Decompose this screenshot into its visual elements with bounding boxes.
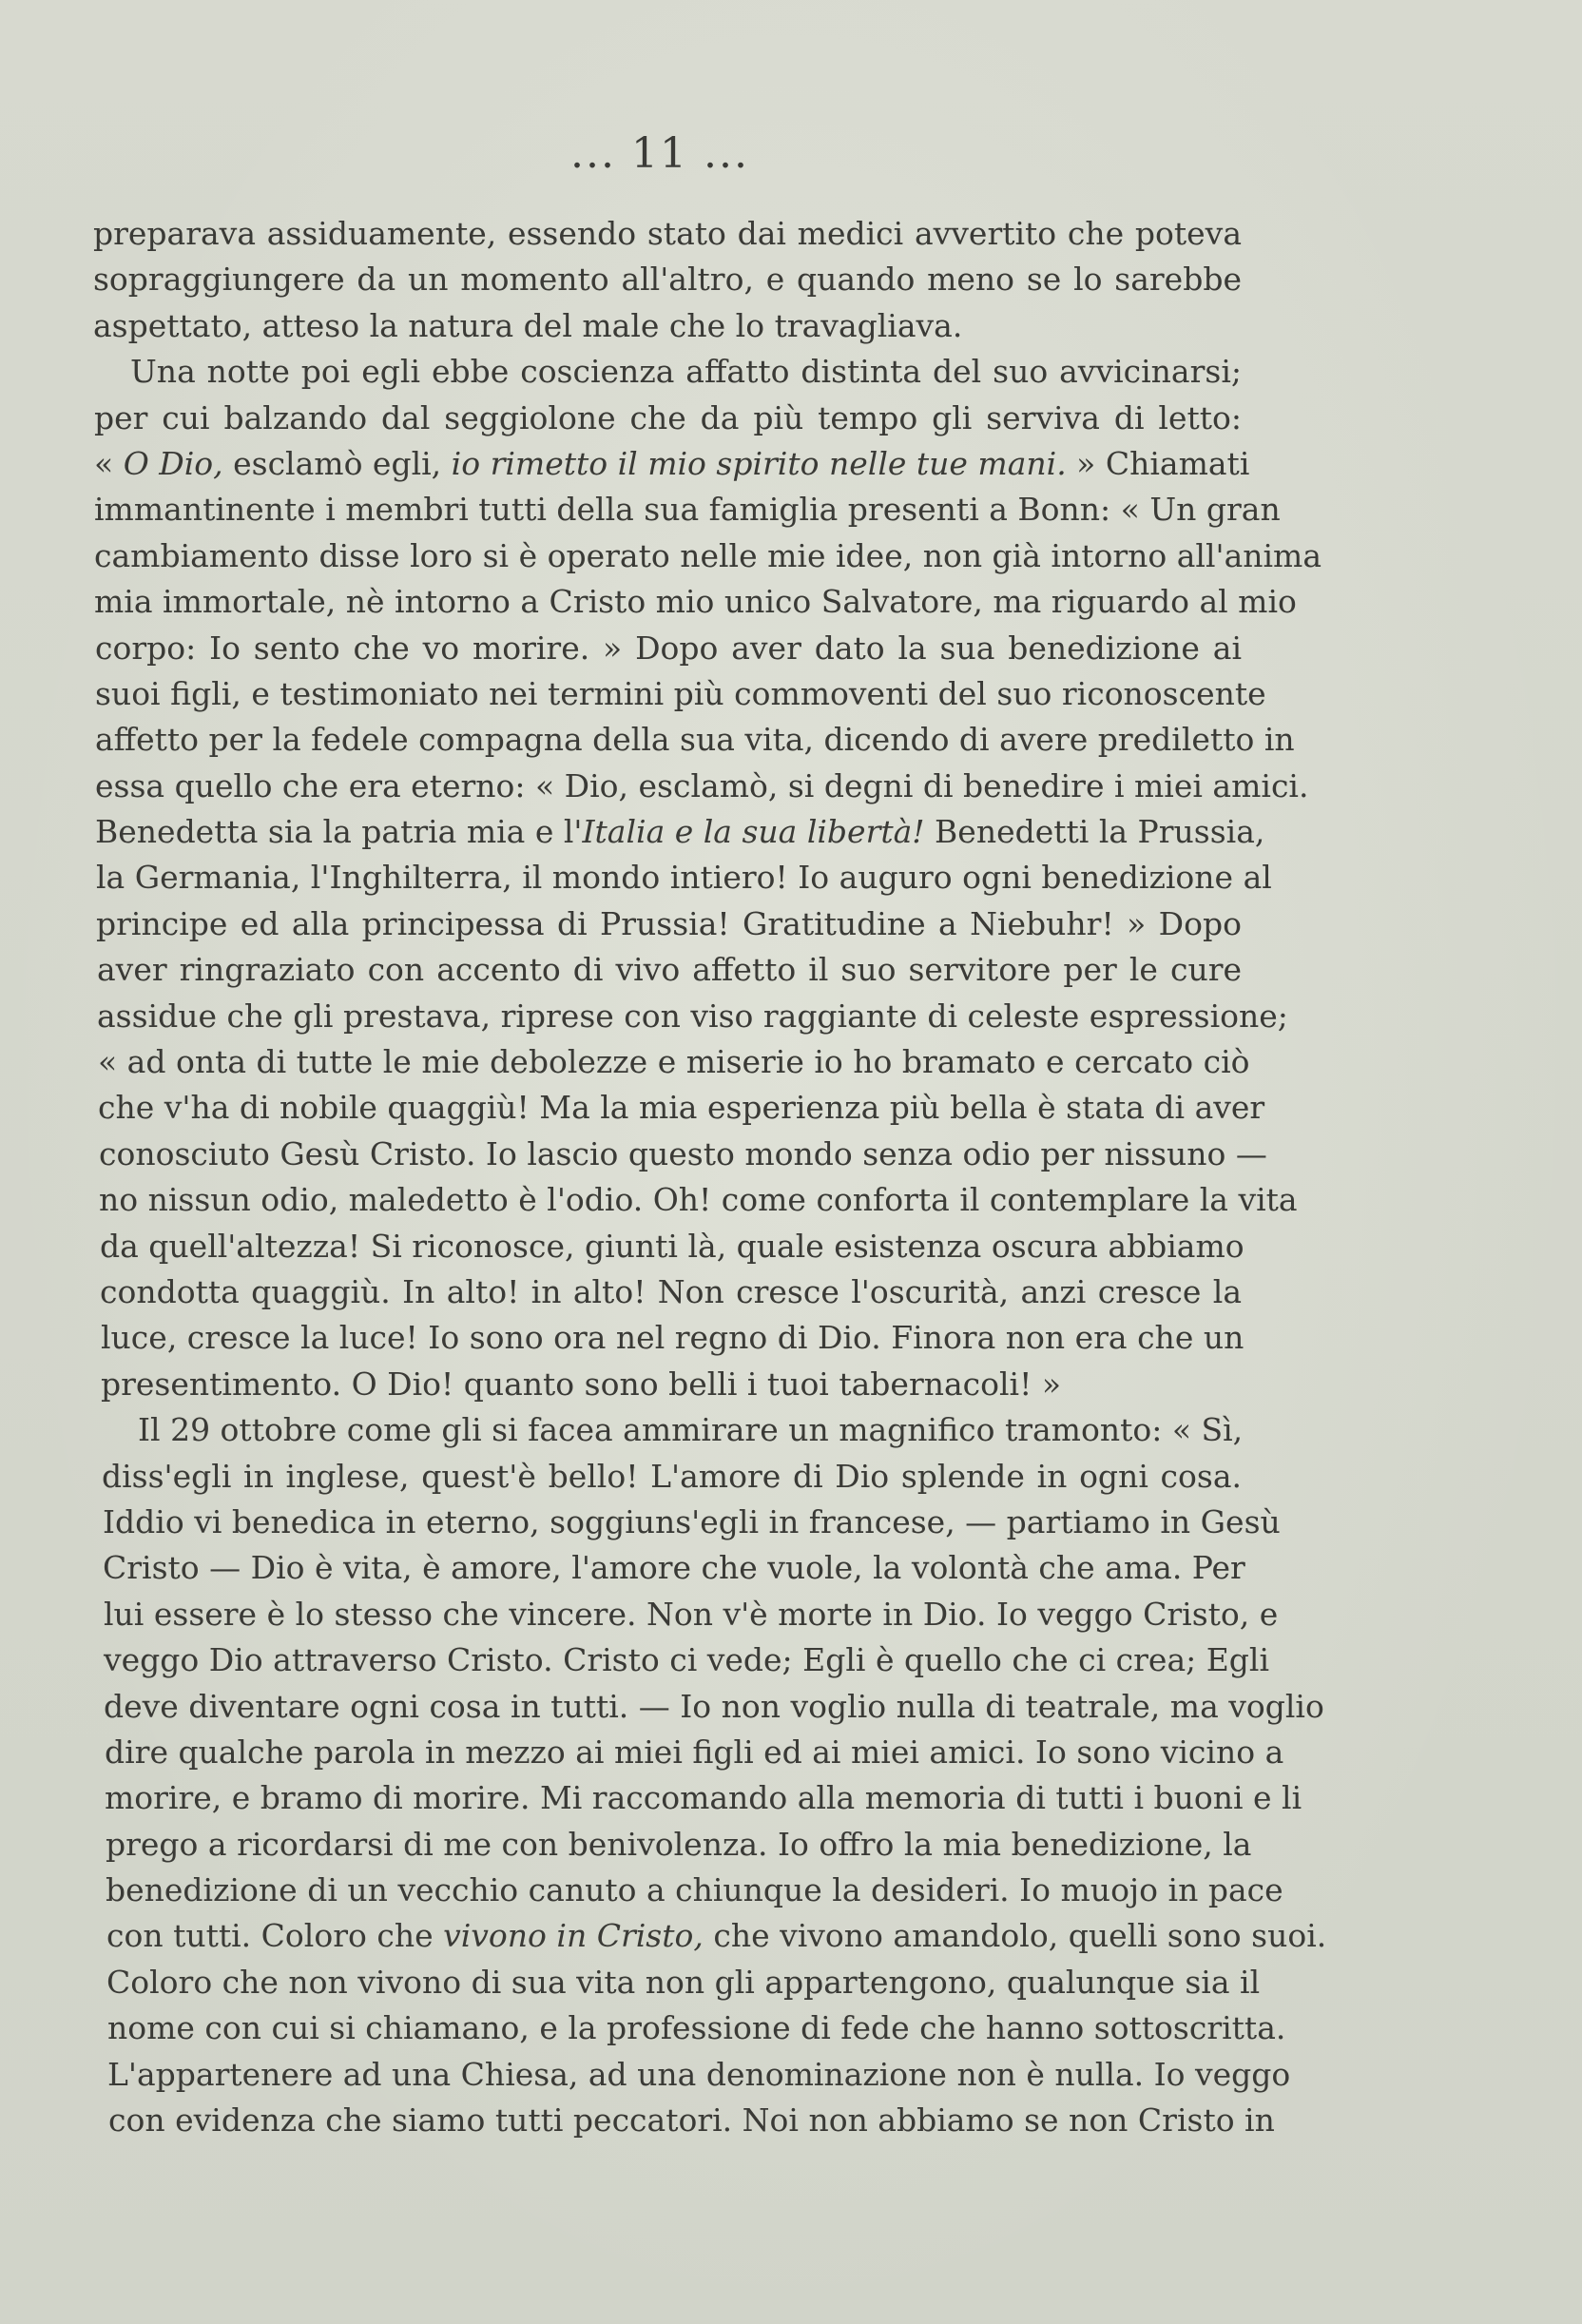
text-line: Il 29 ottobre come gli si facea ammirare un magnifico tramonto: « Sì, [138, 1411, 1244, 1449]
text-line: morire, e bramo di morire. Mi raccomando alla memoria di tutti i buoni e li [105, 1779, 1302, 1817]
text-line: mia immortale, nè intorno a Cristo mio unico Salvatore, ma riguardo al mio [94, 583, 1297, 621]
italic-segment: io rimetto il mio spirito nelle tue mani. [451, 444, 1067, 482]
text-line: Una notte poi egli ebbe coscienza affatto distinta del suo avvicinarsi; [130, 353, 1242, 391]
text-line: corpo: Io sento che vo morire. » Dopo aver dato la sua benedizione ai [95, 629, 1242, 667]
text-line [94, 441, 1250, 487]
text-line [95, 809, 1265, 855]
text-line: Coloro che non vivono di sua vita non gli appartengono, qualunque sia il [106, 1963, 1261, 2001]
text-line: Cristo — Dio è vita, è amore, l'amore che vuole, la volontà che ama. Per [103, 1549, 1245, 1587]
text-line: diss'egli in inglese, quest'è bello! L'amore di Dio splende in ogni cosa. [102, 1457, 1242, 1495]
text-segment: « [94, 444, 124, 482]
text-line: suoi figli, e testimoniato nei termini più commoventi del suo riconoscente [95, 674, 1266, 712]
text-line: dire qualche parola in mezzo ai miei figli ed ai miei amici. Io sono vicino a [105, 1733, 1284, 1771]
text-line: luce, cresce la luce! Io sono ora nel regno di Dio. Finora non era che un [101, 1319, 1244, 1357]
text-line: nome con cui si chiamano, e la professione di fede che hanno sottoscritta. [107, 2009, 1286, 2047]
text-line: no nissun odio, maledetto è l'odio. Oh! come conforta il contemplare la vita [99, 1181, 1298, 1219]
text-segment: che vivono amandolo, quelli sono suoi. [703, 1917, 1327, 1955]
text-segment: » Chiamati [1066, 444, 1250, 482]
page-number: ... 11 ... [570, 129, 749, 178]
text-line: prego a ricordarsi di me con benivolenza. Io offro la mia benedizione, la [106, 1825, 1252, 1863]
text-line: lui essere è lo stesso che vincere. Non v'è morte in Dio. Io veggo Cristo, e [104, 1595, 1279, 1633]
text-line: Iddio vi benedica in eterno, soggiuns'egli in francese, — partiamo in Gesù [103, 1502, 1281, 1540]
text-line: immantinente i membri tutti della sua famiglia presenti a Bonn: « Un gran [94, 491, 1281, 529]
text-line: affetto per la fedele compagna della sua vita, dicendo di avere prediletto in [95, 721, 1295, 759]
text-line: con evidenza che siamo tutti peccatori. Noi non abbiamo se non Cristo in [108, 2101, 1275, 2140]
text-line [106, 1913, 1327, 1959]
text-segment: esclamò egli, [222, 444, 452, 482]
text-line: la Germania, l'Inghilterra, il mondo intiero! Io auguro ogni benedizione al [96, 859, 1272, 897]
text-line: sopraggiungere da un momento all'altro, e quando meno se lo sarebbe [93, 261, 1242, 299]
text-line: assidue che gli prestava, riprese con viso raggiante di celeste espressione; [97, 997, 1288, 1035]
text-line: aspettato, atteso la natura del male che lo travagliava. [93, 306, 963, 344]
body-text [93, 211, 1327, 2143]
text-segment: Benedetti la Prussia, [924, 813, 1265, 851]
text-line: aver ringraziato con accento di vivo affetto il suo servitore per le cure [97, 951, 1242, 989]
text-line: cambiamento disse loro si è operato nelle mie idee, non già intorno all'anima [94, 536, 1322, 574]
text-line: deve diventare ogni cosa in tutti. — Io non voglio nulla di teatrale, ma voglio [104, 1687, 1324, 1725]
text-line: « ad onta di tutte le mie debolezze e miserie io ho bramato e cercato ciò [98, 1043, 1250, 1081]
text-line: benedizione di un vecchio canuto a chiunque la desideri. Io muojo in pace [106, 1871, 1283, 1909]
text-segment: con tutti. Coloro che [106, 1917, 444, 1955]
italic-segment: O Dio, [123, 444, 223, 482]
text-line: principe ed alla principessa di Prussia! Gratitudine a Niebuhr! » Dopo [96, 904, 1242, 942]
text-line: preparava assiduamente, essendo stato dai medici avvertito che poteva [93, 215, 1242, 252]
text-line: essa quello che era eterno: « Dio, esclamò, si degni di benedire i miei amici. [95, 766, 1309, 804]
italic-segment: vivono in Cristo, [443, 1917, 704, 1955]
text-segment: Benedetta sia la patria mia e l' [95, 813, 583, 851]
text-line: per cui balzando dal seggiolone che da più tempo gli serviva di letto: [94, 398, 1242, 436]
text-line: veggo Dio attraverso Cristo. Cristo ci vede; Egli è quello che ci crea; Egli [104, 1641, 1270, 1679]
text-line: che v'ha di nobile quaggiù! Ma la mia esperienza più bella è stata di aver [98, 1089, 1265, 1127]
text-line: conosciuto Gesù Cristo. Io lascio questo mondo senza odio per nissuno — [99, 1134, 1267, 1172]
text-line: L'appartenere ad una Chiesa, ad una denominazione non è nulla. Io veggo [107, 2055, 1291, 2093]
text-line: presentimento. O Dio! quanto sono belli i tuoi tabernacoli! » [101, 1365, 1062, 1403]
italic-segment: Italia e la sua libertà! [582, 813, 925, 851]
text-line: da quell'altezza! Si riconosce, giunti là, quale esistenza oscura abbiamo [100, 1227, 1244, 1265]
text-line: condotta quaggiù. In alto! in alto! Non cresce l'oscurità, anzi cresce la [100, 1272, 1242, 1310]
